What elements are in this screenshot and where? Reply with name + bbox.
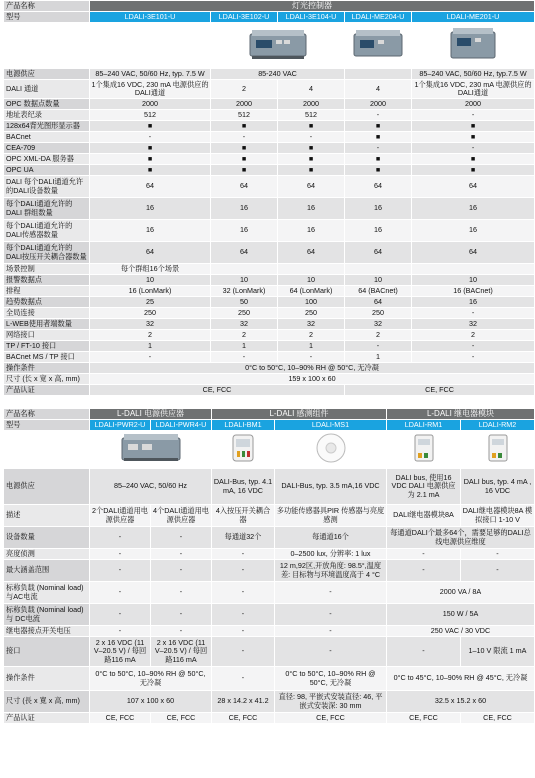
ceiling-sensor-image [314,431,348,465]
dc-load-label: 标称负载 (Nominal load) 与 DC电流 [4,604,90,626]
spec-cell: - [387,637,461,667]
spec-cell: ■ [90,154,211,165]
spec-cell: - [412,110,535,121]
description-label: 描述 [4,505,90,527]
model-label: 型号 [4,12,90,23]
spec-cell: 250 VAC / 30 VDC [387,626,535,637]
product-image-rm2 [461,431,535,469]
spec-cell: - [275,582,387,604]
spec-cell: 每通道16个 [275,527,387,549]
power-supply-label: 电源供应 [4,469,90,505]
product-image-3e101 [90,23,211,69]
spec-cell: 32 [412,319,535,330]
spec-cell [412,264,535,275]
spec-cell: 64 [412,242,535,264]
spec-cell: 1 [211,341,278,352]
spec-cell: 多功能传感器具PIR 传感器与亮度感测 [275,505,387,527]
spec-cell: 16 (BACnet) [412,286,535,297]
spec-cell: 32 (LonMark) [211,286,278,297]
spec-cell: 0°C to 50°C, 10–90% RH @ 50°C, 无冷凝 [275,667,387,691]
spec-cell: CE, FCC [387,713,461,724]
spec-cell: 250 [278,308,345,319]
relay-module-image [409,431,439,465]
spec-cell: DALI-Bus, typ. 3.5 mA,16 VDC [275,469,387,505]
spec-cell: 512 [278,110,345,121]
spec-cell: CE, FCC [151,713,212,724]
spec-cell: 10 [345,275,412,286]
spec-label: OPC UA [4,165,90,176]
spec-cell: 0–2500 lux, 分辨率: 1 lux [275,549,387,560]
power-supply-value [345,69,412,80]
power-supply-value: 85–240 VAC, 50/60 Hz, typ.7.5 W [412,69,535,80]
spec-cell: - [90,626,151,637]
spec-cell: - [90,604,151,626]
spec-cell: DALI继电器模块8A 模拟接口 1-10 V [461,505,535,527]
spec-cell: - [151,582,212,604]
spec-cell: - [151,604,212,626]
spec-cell: 32 [90,319,211,330]
operating-conditions-label: 操作条件 [4,667,90,691]
spec-cell: 2000 VA / 8A [387,582,535,604]
size-label: 尺寸 (长 x 宽 x 高, mm) [4,374,90,385]
spec-cell: 16 [90,198,211,220]
spec-cell [345,264,412,275]
spec-label: 场景控制 [4,264,90,275]
spec-cell: 4入按压开关耦合器 [212,505,275,527]
spec-cell: 1个集成16 VDC, 230 mA 电源供应的DALI通道 [91,79,209,97]
spec-cell: - [151,527,212,549]
spec-cell: 10 [412,275,535,286]
operating-conditions-label: 操作条件 [4,363,90,374]
spec-cell: 直径: 98, 平嵌式安装直径: 46, 平嵌式安装深: 30 mm [275,691,387,713]
spec-cell: - [412,352,535,363]
spec-cell: - [90,132,211,143]
spec-cell: 25 [90,297,211,308]
spec-cell: 64 [211,176,278,198]
product-image-me201 [412,23,535,69]
spec-label: 网络接口 [4,330,90,341]
interface-label: 接口 [4,637,90,667]
spec-cell: 10 [211,275,278,286]
spec-cell: 每个群组16个场景 [90,264,211,275]
spec-cell: 64 [278,242,345,264]
spec-cell: 16 [345,198,412,220]
spec-cell: - [275,604,387,626]
spec-cell: - [151,626,212,637]
spec-cell: - [345,143,412,154]
spec-cell [211,264,278,275]
product-image-me204 [345,23,412,69]
spec-cell: - [151,560,212,582]
spec-cell: 2 [278,330,345,341]
controller-spec-table [3,0,535,396]
power-supply-image [116,432,186,464]
spec-cell: 1个集成16 VDC, 230 mA 电源供应的DALI通道 [412,80,535,99]
spec-cell: - [212,667,275,691]
group-header-power-supply: L-DALI 电源供应器 [90,409,212,420]
spec-cell: 2 [211,80,278,99]
dali-channel-label: DALI 通道 [4,80,90,99]
product-image-ms1 [275,431,387,469]
spec-cell: - [412,143,535,154]
spec-cell: 1 [90,341,211,352]
spec-cell: - [212,626,275,637]
spec-cell: - [412,308,535,319]
product-name-label: 产品名称 [4,1,90,12]
din-rail-controller-image-2 [350,26,406,62]
spec-label: BACnet MS / TP 接口 [4,352,90,363]
spec-cell: DALI bus, 使用16 VDC DALI 电源供应为 2.1 mA [387,469,461,505]
spec-cell: ■ [211,154,278,165]
spec-cell: 150 W / 5A [387,604,535,626]
spec-cell: 16 [412,220,535,242]
spec-cell: ■ [412,165,535,176]
model-ldali-3e101: LDALI-3E101-U [90,12,211,23]
spec-cell: - [90,582,151,604]
spec-cell: 512 [211,110,278,121]
spec-cell: 64 [211,242,278,264]
model-ldali-me204: LDALI-ME204-U [345,12,412,23]
spec-cell: - [212,549,275,560]
spec-cell: CE, FCC [275,713,387,724]
spec-cell: 0°C to 50°C, 10–90% RH @ 50°C, 无冷凝 [90,667,212,691]
group-header-relay: L-DALI 继电器模块 [387,409,535,420]
spec-cell: 16 [211,220,278,242]
spec-cell: 2 [345,330,412,341]
spec-cell: 每通道32个 [212,527,275,549]
spec-label: TP / FT-10 接口 [4,341,90,352]
product-image-rm1 [387,431,461,469]
product-image-3e102-3e104 [211,23,345,69]
model-ldali-pwr2: LDALI-PWR2-U [90,420,151,431]
spec-cell: 250 [211,308,278,319]
spec-cell: 2 [412,330,535,341]
spec-cell: 16 [412,297,535,308]
spec-label: 每个DALI通道允许的 DALI 群组数量 [4,198,90,220]
spec-cell: ■ [345,154,412,165]
product-name-label: 产品名称 [4,409,90,420]
spec-cell: - [211,132,278,143]
spec-cell: 每通道DALI个最多64个，需要足够的DALI总线电源供应维度 [387,527,535,549]
spec-cell: - [90,549,151,560]
din-rail-controller-image [246,26,310,62]
power-supply-value: 85–240 VAC, 50/60 Hz, typ. 7.5 W [90,69,211,80]
spec-label: CEA-709 [4,143,90,154]
spec-cell: - [275,626,387,637]
spec-cell: 1–10 V 限流 1 mA [461,637,535,667]
spec-label: BACnet [4,132,90,143]
spec-label: OPC 数据点数量 [4,99,90,110]
spec-cell: - [387,560,461,582]
spec-cell: 32 [345,319,412,330]
dali-accessory-spec-table [3,408,535,724]
model-ldali-3e102: LDALI-3E102-U [211,12,278,23]
spec-cell: ■ [278,143,345,154]
model-ldali-rm1: LDALI-RM1 [387,420,461,431]
spec-cell: ■ [345,165,412,176]
spec-cell: ■ [90,143,211,154]
spec-cell: 16 [211,198,278,220]
spec-cell: - [212,560,275,582]
spec-cell: 250 [90,308,211,319]
spec-cell: 64 [345,242,412,264]
spec-cell: 64 [345,297,412,308]
device-count-label: 设备数量 [4,527,90,549]
spec-cell: - [387,549,461,560]
spec-cell: 4 [278,80,345,99]
spec-cell: ■ [412,121,535,132]
spec-label: 地址表纪录 [4,110,90,121]
spec-cell: 250 [345,308,412,319]
spec-cell: 2000 [211,99,278,110]
spec-cell: 10 [90,275,211,286]
spec-cell: ■ [278,165,345,176]
spec-cell: 2 [90,330,211,341]
spec-cell: 16 (LonMark) [90,286,211,297]
spec-cell: 2000 [412,99,535,110]
spec-cell: 4个DALI通道用电源供应器 [151,505,212,527]
model-label: 型号 [4,420,90,431]
ac-load-label: 标称负载 (Nominal load) 与AC电流 [4,582,90,604]
spec-cell: ■ [211,121,278,132]
spec-cell: 64 [278,176,345,198]
certification-value: CE, FCC [90,385,345,396]
spec-cell: 64 (LonMark) [278,286,345,297]
spec-cell: DALI-Bus, typ. 4.1 mA, 16 VDC [212,469,275,505]
certification-value: CE, FCC [345,385,535,396]
product-image-pwr [90,431,212,469]
spec-cell: 64 [90,242,211,264]
spec-cell: 16 [90,220,211,242]
spec-cell: 64 (BACnet) [345,286,412,297]
spec-cell: 2 x 16 VDC (11 V–20.5 V) / 每回路116 mA [90,637,151,667]
size-value: 159 x 100 x 60 [90,374,535,385]
product-image-bm1 [212,431,275,469]
spec-cell: 64 [90,176,211,198]
model-ldali-me201: LDALI-ME201-U [412,12,535,23]
spec-cell: - [275,637,387,667]
coverage-label: 最大涵盖范围 [4,560,90,582]
model-ldali-3e104: LDALI-3E104-U [278,12,345,23]
spec-cell: 16 [345,220,412,242]
certification-label: 产品认证 [4,385,90,396]
spec-cell: ■ [90,121,211,132]
spec-cell: 10 [278,275,345,286]
spec-cell: DALI bus, typ. 4 mA , 16 VDC [461,469,535,505]
spec-cell: 64 [412,176,535,198]
spec-label: 每个DALI通道允许的 DALI传感器数量 [4,220,90,242]
push-button-coupler-image [228,431,258,465]
spec-cell: - [90,560,151,582]
spec-cell: 2 x 16 VDC (11 V–20.5 V) / 每回路116 mA [151,637,212,667]
certification-label: 产品认证 [4,713,90,724]
spec-cell: 64 [345,176,412,198]
spec-cell: 100 [278,297,345,308]
model-ldali-pwr4: LDALI-PWR4-U [151,420,212,431]
spec-cell: - [461,560,535,582]
spec-cell: ■ [278,154,345,165]
din-rail-controller-image-3 [445,24,501,64]
spec-cell: - [212,604,275,626]
spec-cell: 1 [278,341,345,352]
spec-cell: 2000 [278,99,345,110]
spec-cell: CE, FCC [90,713,151,724]
spec-label: 报警数据点 [4,275,90,286]
spec-cell: ■ [90,165,211,176]
relay-voltage-label: 继电器接点开关电压 [4,626,90,637]
spec-label: DALI 每个DALI通道允许的DALI设备数量 [4,176,90,198]
model-ldali-rm2: LDALI-RM2 [461,420,535,431]
spec-cell: 85–240 VAC, 50/60 Hz [90,469,212,505]
spec-label: OPC XML-DA 服务器 [4,154,90,165]
relay-module-analog-image [483,431,513,465]
spec-cell: - [211,352,278,363]
spec-cell: 12 m,92区,开放角度: 98.5°,温度差: 目标物与环境温度高于 4 °C [275,560,387,582]
spec-cell: 50 [211,297,278,308]
power-supply-value: 85-240 VAC [211,69,345,80]
spec-cell [278,264,345,275]
spec-label: L-WEB使用者端数量 [4,319,90,330]
spec-cell: 4 [345,80,412,99]
spec-cell: - [90,352,211,363]
spec-cell: ■ [412,132,535,143]
spec-cell: 32 [278,319,345,330]
spec-cell: ■ [345,121,412,132]
spec-cell: 32.5 x 15.2 x 60 [387,691,535,713]
spec-cell: 16 [278,220,345,242]
spec-cell: - [461,549,535,560]
group-header-sensor: L-DALI 感测组件 [212,409,387,420]
spec-cell: 2个DALI通道用电源供应器 [90,505,151,527]
spec-cell: 2000 [345,99,412,110]
spec-cell: 16 [278,198,345,220]
spec-cell: 1 [345,352,412,363]
power-supply-label: 电源供应 [4,69,90,80]
group-header-lighting-controller: 灯光控制器 [90,1,535,12]
lux-detection-label: 亮度侦测 [4,549,90,560]
spec-cell: - [212,582,275,604]
spec-label: 排程 [4,286,90,297]
spec-cell: 2000 [90,99,211,110]
spec-cell: 28 x 14.2 x 41.2 [212,691,275,713]
spec-cell: 16 [412,198,535,220]
spec-cell: CE, FCC [461,713,535,724]
spec-cell: - [345,341,412,352]
spec-label: 每个DALI通道允许的 DALI按压开关耦合器数量 [4,242,90,264]
spec-label: 128x64背光图形显示器 [4,121,90,132]
model-ldali-bm1: LDALI-BM1 [212,420,275,431]
spec-cell: 0°C to 45°C, 10–90% RH @ 45°C, 无冷凝 [387,667,535,691]
spec-cell: 2 [211,330,278,341]
spec-cell: - [278,132,345,143]
operating-conditions-value: 0°C to 50°C, 10–90% RH @ 50°C, 无冷凝 [90,363,535,374]
spec-cell: 512 [90,110,211,121]
spec-cell: ■ [345,132,412,143]
spec-cell: DALI继电器模块8A [387,505,461,527]
model-ldali-ms1: LDALI-MS1 [275,420,387,431]
spec-cell: 32 [211,319,278,330]
spec-cell: - [278,352,345,363]
spec-cell: ■ [211,143,278,154]
spec-cell: ■ [278,121,345,132]
spec-cell: - [90,527,151,549]
spec-label: 全局连接 [4,308,90,319]
spec-cell: ■ [412,154,535,165]
spec-cell: - [151,549,212,560]
spec-cell: - [345,110,412,121]
spec-cell: ■ [211,165,278,176]
spec-cell: - [212,637,275,667]
size-label: 尺寸 (長 x 寬 x 高, mm) [4,691,90,713]
spec-label: 趋势数据点 [4,297,90,308]
spec-cell: 107 x 100 x 60 [90,691,212,713]
spec-cell: CE, FCC [212,713,275,724]
spec-cell: - [412,341,535,352]
